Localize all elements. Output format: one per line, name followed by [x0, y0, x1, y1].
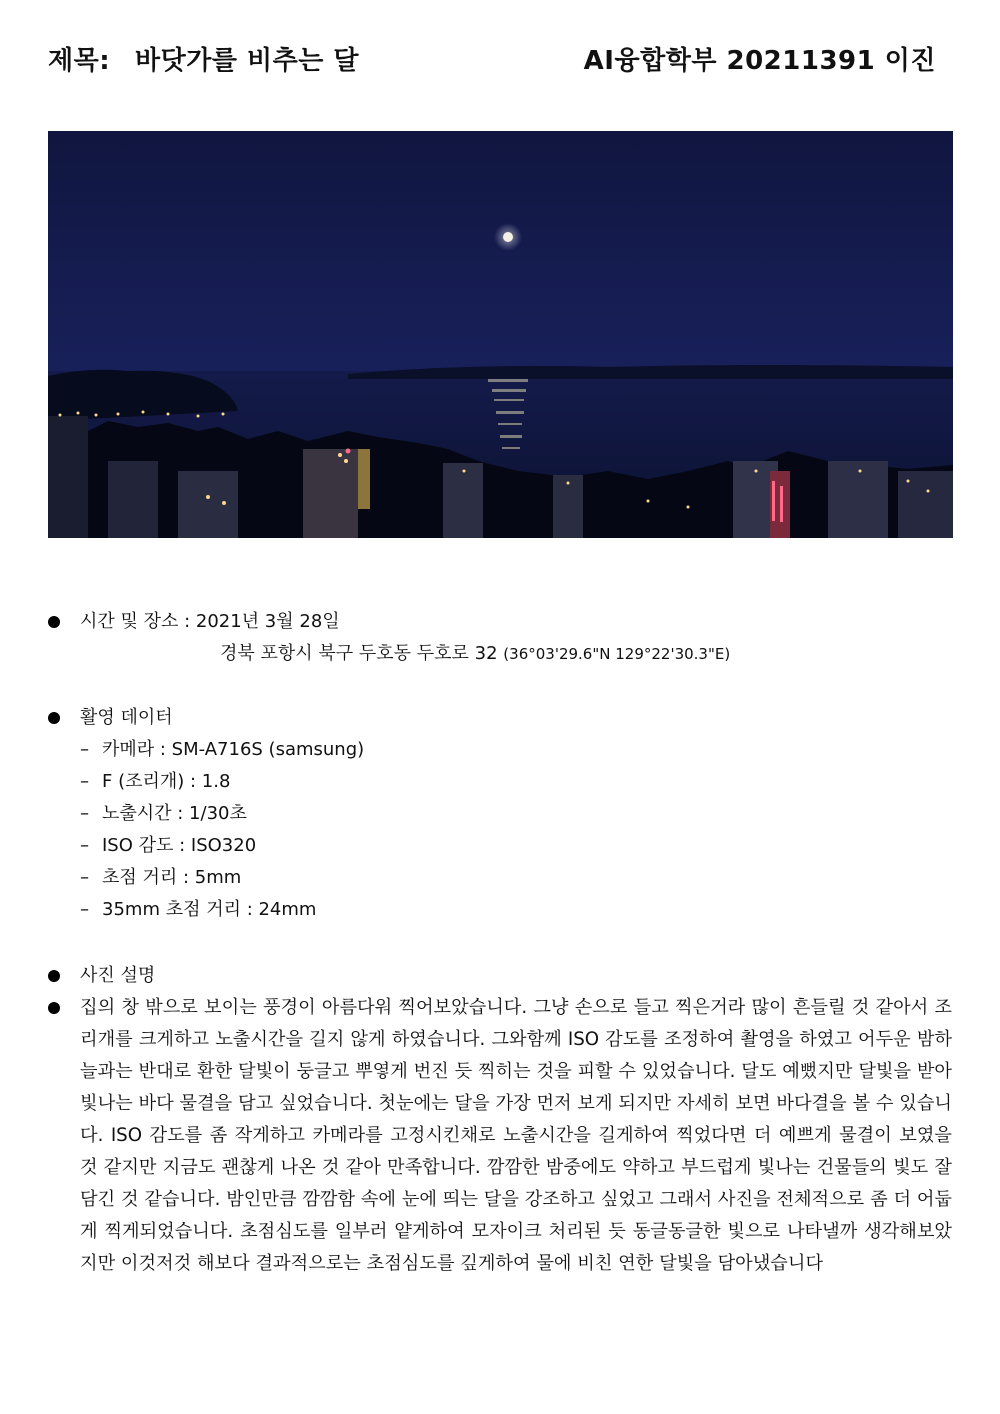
author-info: AI융합학부 20211391 이진	[583, 46, 936, 76]
bullet-icon	[48, 1002, 60, 1014]
description-heading-row	[48, 960, 952, 992]
document-title: 바닷가를 비추는 달	[135, 46, 360, 76]
coordinates-text: (36°03'29.6"N 129°22'30.3"E)	[503, 645, 731, 663]
description-heading: 사진 설명	[80, 965, 156, 986]
shooting-item-iso	[48, 830, 952, 862]
shooting-heading: 활영 데이터	[80, 707, 173, 728]
dash-icon: –	[80, 771, 89, 792]
shooting-item-text: ISO 감도 : ISO320	[102, 835, 257, 856]
shooting-item-camera	[48, 734, 952, 766]
bullet-icon	[48, 712, 60, 724]
shooting-item-aperture	[48, 766, 952, 798]
shooting-item-text: 카메라 : SM-A716S (samsung)	[102, 739, 365, 760]
address-row	[48, 638, 952, 670]
moon	[503, 232, 513, 242]
time-place-row	[48, 606, 952, 638]
shooting-item-text: 노출시간 : 1/30초	[102, 803, 247, 824]
shooting-item-text: F (조리개) : 1.8	[102, 771, 231, 792]
shooting-item-focal-35mm	[48, 894, 952, 926]
shooting-item-text: 35mm 초점 거리 : 24mm	[102, 899, 317, 920]
shooting-data-section	[48, 702, 952, 926]
shooting-item-exposure	[48, 798, 952, 830]
night-sea-photo	[48, 131, 953, 538]
address-text: 경북 포항시 북구 두호동 두호로 32	[220, 643, 498, 664]
shooting-heading-row	[48, 702, 952, 734]
dash-icon: –	[80, 739, 89, 760]
title-label: 제목:	[48, 46, 111, 76]
description-body: 집의 창 밖으로 보이는 풍경이 아름다워 찍어보았습니다. 그냥 손으로 들고 찍은거라 많이 흔들릴 것 같아서 조리개를 크게하고 노출시간을 길지 않게 하였습니다. 그와함께 ISO 감도를 조정하여 촬영을 하였고 어두운 밤하늘과는 반대로 환한 달빛이 둥글고 뿌옇게 번진 듯 찍히는 것을 피할 수 있었습니다. 달도 예뻤지만 달빛을 받아 빛나는 바다 물결을 담고 싶었습니다. 첫눈에는 달을 가장 먼저 보게 되지만 자세히 보면 바다결을 볼 수 있습니다. ISO 감도를 좀 작게하고 카메라를 고정시킨채로 노출시간을 길게하여 찍었다면 더 예쁘게 물결이 보였을 것 같지만 지금도 괜찮게 나온 것 같아 만족합니다. 깜깜한 밤중에도 약하고 부드럽게 빛나는 건물들의 빛도 잘 담긴 것 같습니다. 밤인만큼 깜깜함 속에 눈에 띄는 달을 강조하고 싶었고 그래서 사진을 전체적으로 좀 더 어둡게 찍게되었습니다. 초점심도를 일부러 얕게하여 모자이크 처리된 듯 동글동글한 빛으로 나타낼까 생각해보았지만 이것저것 해보다 결과적으로는 초점심도를 깊게하여 물에 비친 연한 달빛을 담아냈습니다	[80, 997, 952, 1274]
shooting-item-text: 초점 거리 : 5mm	[102, 867, 242, 888]
photo-canvas	[48, 131, 953, 538]
time-place-section	[48, 606, 952, 670]
time-place-text: 시간 및 장소 : 2021년 3월 28일	[80, 611, 340, 632]
description-section	[48, 960, 952, 1280]
dash-icon: –	[80, 803, 89, 824]
document-header	[48, 40, 936, 84]
description-paragraph	[48, 992, 952, 1280]
dash-icon: –	[80, 899, 89, 920]
bullet-icon	[48, 616, 60, 628]
shooting-item-focal	[48, 862, 952, 894]
bullet-icon	[48, 970, 60, 982]
dash-icon: –	[80, 835, 89, 856]
dash-icon: –	[80, 867, 89, 888]
